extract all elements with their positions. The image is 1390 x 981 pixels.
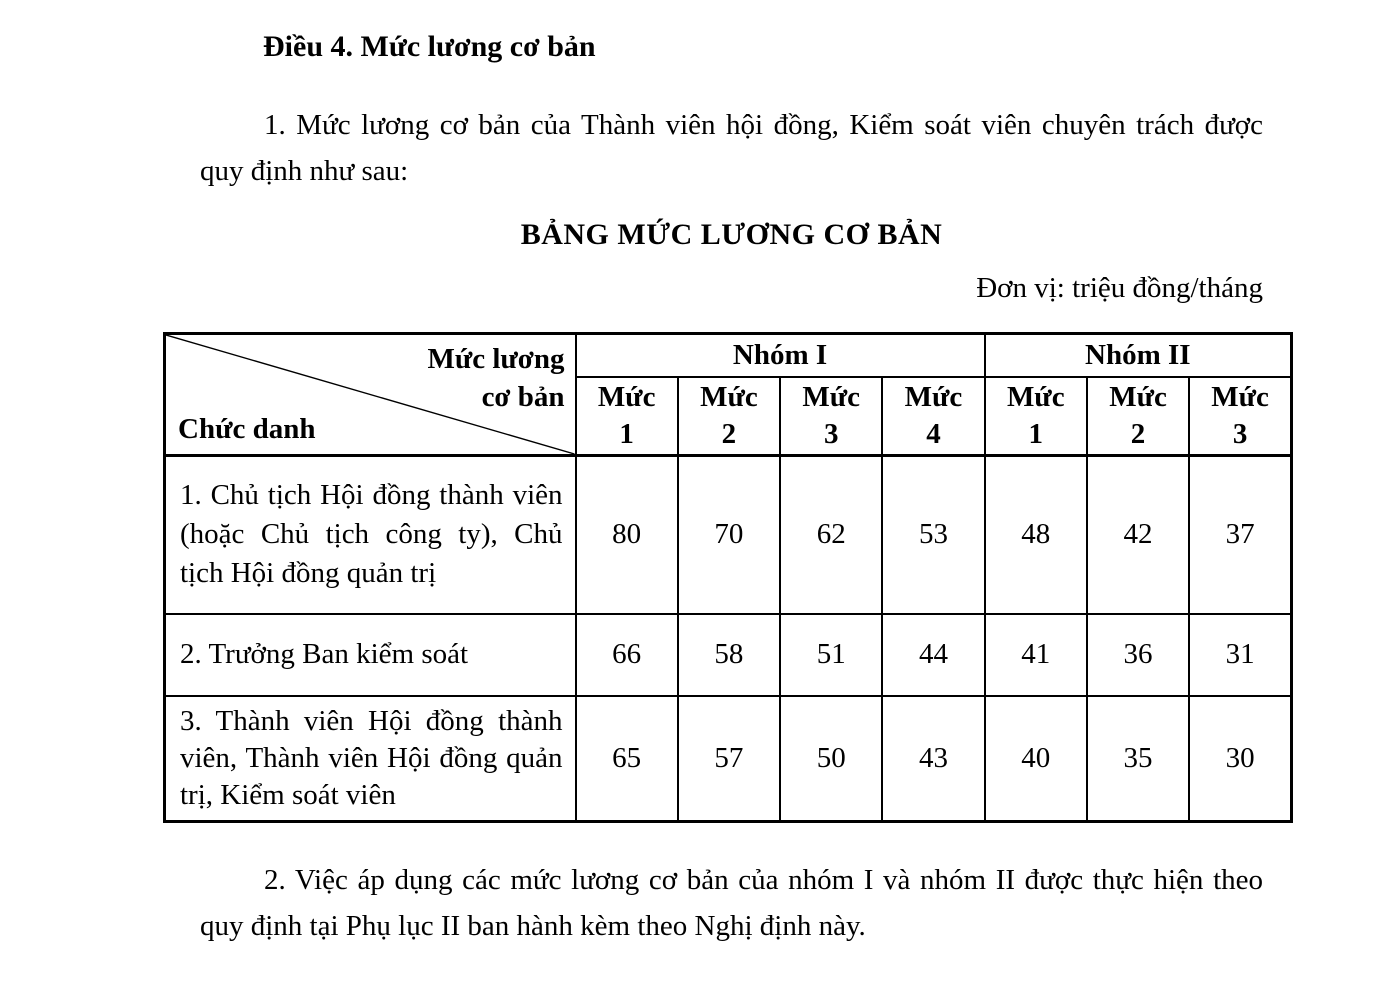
level-header-g2-3: Mức 3 — [1189, 377, 1291, 455]
group-header-nhom-ii: Nhóm II — [985, 334, 1292, 378]
level-header-g2-2: Mức 2 — [1087, 377, 1189, 455]
salary-value: 43 — [882, 696, 984, 822]
unit-note: Đơn vị: triệu đồng/tháng — [976, 272, 1263, 304]
corner-top-label — [427, 340, 564, 416]
salary-value: 65 — [576, 696, 678, 822]
group-header-row — [165, 334, 1292, 378]
corner-wrap — [166, 335, 575, 454]
table-row-chairman — [165, 456, 1292, 614]
paragraph-application: 2. Việc áp dụng các mức lương cơ bản của nhóm I và nhóm II được thực hiện theo quy định tại Phụ lục II ban hành kèm theo Nghị định này. — [200, 863, 1263, 942]
corner-top-line2: cơ bản — [481, 381, 565, 413]
salary-value: 31 — [1189, 614, 1291, 696]
group-header-nhom-i: Nhóm I — [576, 334, 985, 378]
salary-value: 48 — [985, 456, 1087, 614]
salary-value: 41 — [985, 614, 1087, 696]
salary-value: 35 — [1087, 696, 1189, 822]
salary-value: 37 — [1189, 456, 1291, 614]
corner-bottom-label: Chức danh — [178, 413, 316, 445]
salary-value: 51 — [780, 614, 882, 696]
level-header-g2-1: Mức 1 — [985, 377, 1087, 455]
salary-value: 30 — [1189, 696, 1291, 822]
table-row-head-of-supervisory — [165, 614, 1292, 696]
level-header-g1-1: Mức 1 — [576, 377, 678, 455]
salary-value: 53 — [882, 456, 984, 614]
table-title: BẢNG MỨC LƯƠNG CƠ BẢN — [520, 218, 943, 251]
corner-top-line1: Mức lương — [427, 343, 565, 375]
salary-value: 70 — [678, 456, 780, 614]
salary-value: 36 — [1087, 614, 1189, 696]
salary-value: 40 — [985, 696, 1087, 822]
salary-value: 42 — [1087, 456, 1189, 614]
row-title: 3. Thành viên Hội đồng thành viên, Thành viên Hội đồng quản trị, Kiểm soát viên — [165, 696, 576, 822]
salary-value: 50 — [780, 696, 882, 822]
table-row-members — [165, 696, 1292, 822]
section-heading: Điều 4. Mức lương cơ bản — [263, 30, 596, 63]
salary-value: 80 — [576, 456, 678, 614]
level-header-g1-4: Mức 4 — [882, 377, 984, 455]
salary-value: 66 — [576, 614, 678, 696]
salary-value: 58 — [678, 614, 780, 696]
paragraph-intro: 1. Mức lương cơ bản của Thành viên hội đồng, Kiểm soát viên chuyên trách được quy định như sau: — [200, 109, 1263, 187]
row-title: 1. Chủ tịch Hội đồng thành viên (hoặc Chủ tịch công ty), Chủ tịch Hội đồng quản trị — [165, 456, 576, 614]
salary-table — [163, 332, 1293, 823]
salary-value: 57 — [678, 696, 780, 822]
level-header-g1-2: Mức 2 — [678, 377, 780, 455]
salary-value: 62 — [780, 456, 882, 614]
row-title: 2. Trưởng Ban kiểm soát — [165, 614, 576, 696]
salary-value: 44 — [882, 614, 984, 696]
corner-cell — [165, 334, 576, 456]
level-header-g1-3: Mức 3 — [780, 377, 882, 455]
